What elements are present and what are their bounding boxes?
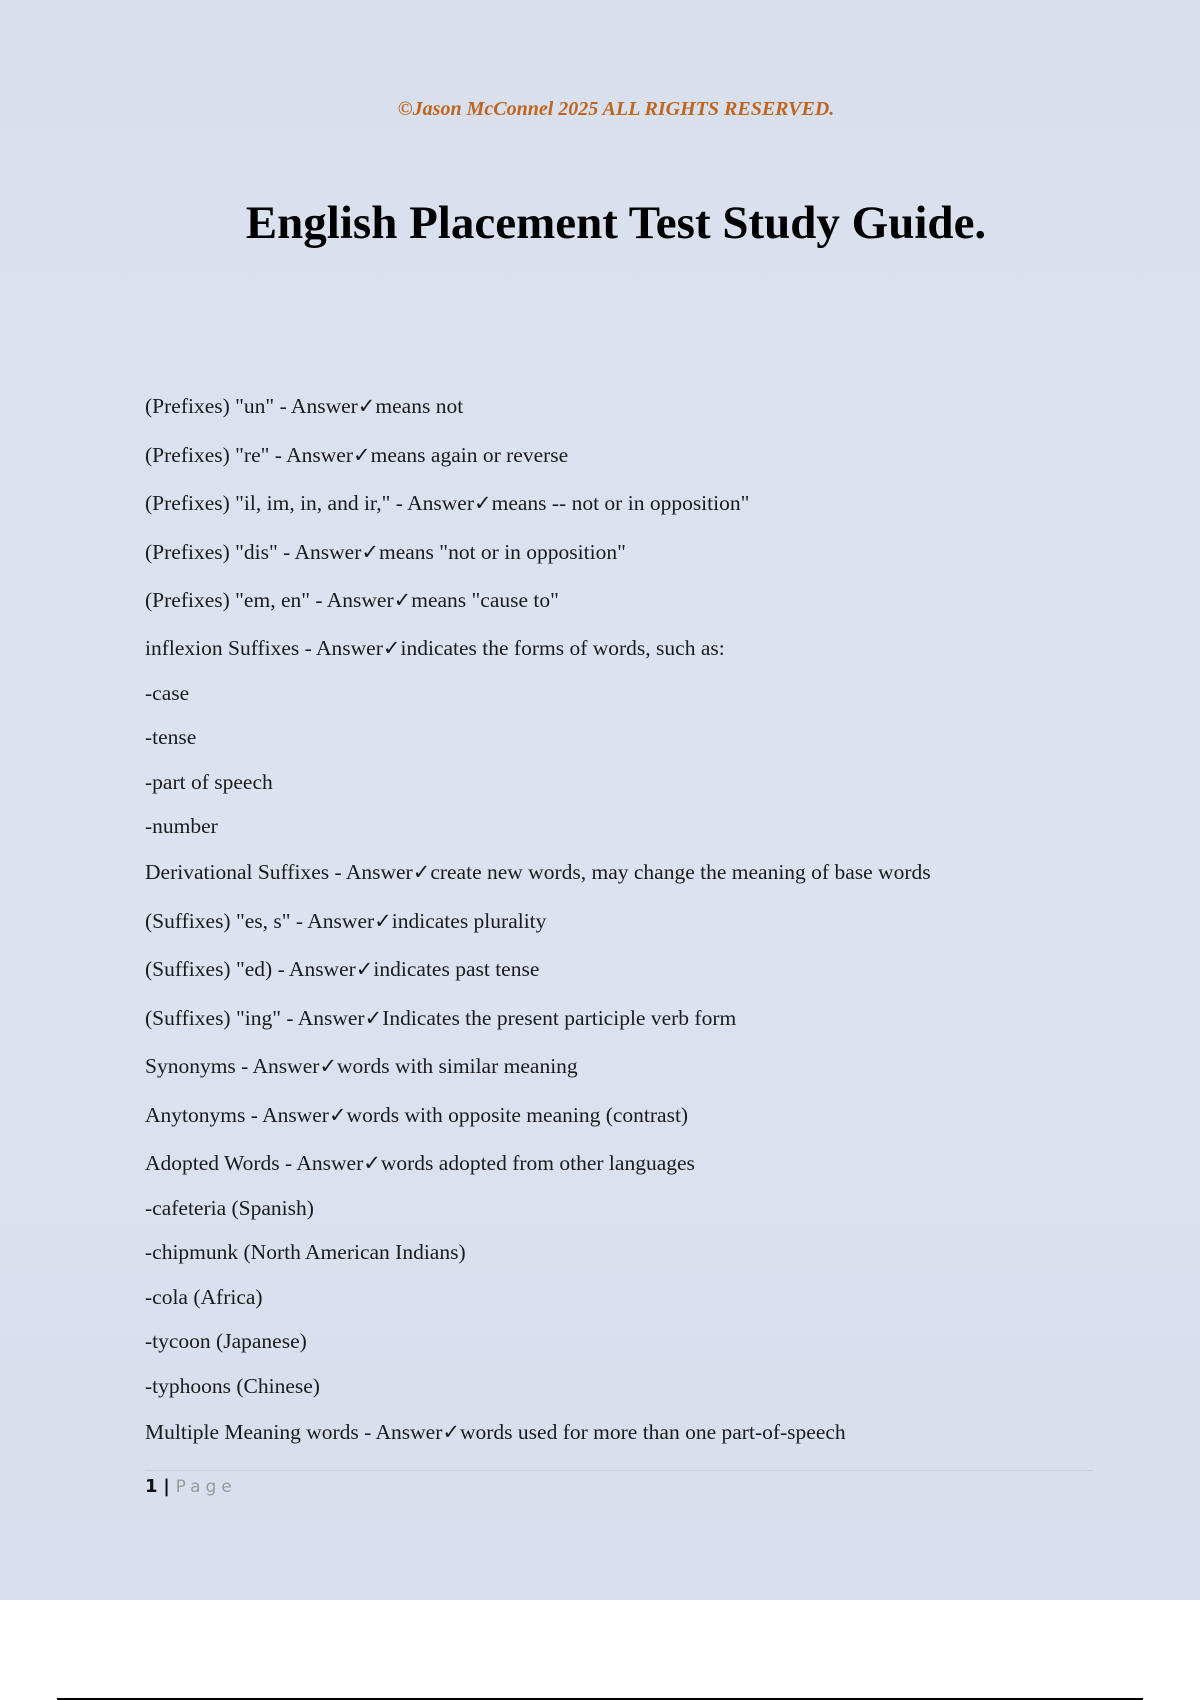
page-number: 1 [145, 1476, 158, 1497]
check-icon: ✓ [357, 394, 376, 418]
check-icon: ✓ [382, 636, 401, 660]
study-line: -number [145, 814, 218, 838]
study-line: (Suffixes) "es, s" - Answer✓indicates plurality [145, 909, 547, 933]
study-line: (Prefixes) "il, im, in, and ir," - Answer✓means -- not or in opposition" [145, 491, 750, 515]
check-icon: ✓ [473, 491, 492, 515]
study-line: Synonyms - Answer✓words with similar meaning [145, 1054, 578, 1078]
study-line: -cola (Africa) [145, 1285, 263, 1309]
study-line: Anytonyms - Answer✓words with opposite meaning (contrast) [145, 1103, 689, 1127]
study-line: (Suffixes) "ed) - Answer✓indicates past tense [145, 957, 540, 981]
study-line: -tense [145, 725, 197, 749]
study-line: (Suffixes) "ing" - Answer✓Indicates the present participle verb form [145, 1006, 737, 1030]
study-line: Derivational Suffixes - Answer✓create new words, may change the meaning of base words [145, 860, 931, 884]
study-line: inflexion Suffixes - Answer✓indicates the forms of words, such as: [145, 636, 725, 660]
check-icon: ✓ [363, 1151, 381, 1175]
page-separator: | [163, 1476, 170, 1497]
study-line: -case [145, 681, 190, 705]
study-line: -chipmunk (North American Indians) [145, 1240, 466, 1264]
check-icon: ✓ [353, 443, 371, 467]
page-title: English Placement Test Study Guide. [245, 197, 987, 249]
page-number-footer [145, 1476, 237, 1497]
check-icon: ✓ [442, 1420, 460, 1444]
footer-divider [145, 1470, 1093, 1471]
study-line: -part of speech [145, 770, 273, 794]
study-line: (Prefixes) "re" - Answer✓means again or reverse [145, 443, 569, 467]
study-line: -cafeteria (Spanish) [145, 1196, 314, 1220]
check-icon: ✓ [412, 860, 431, 884]
check-icon: ✓ [355, 957, 374, 981]
study-line: (Prefixes) "dis" - Answer✓means "not or in opposition" [145, 540, 626, 564]
study-line: Adopted Words - Answer✓words adopted from other languages [145, 1151, 695, 1175]
check-icon: ✓ [364, 1006, 383, 1030]
check-icon: ✓ [374, 909, 392, 933]
study-line: (Prefixes) "un" - Answer✓means not [145, 394, 464, 418]
study-line: -typhoons (Chinese) [145, 1374, 320, 1398]
check-icon: ✓ [361, 540, 379, 564]
study-line: Multiple Meaning words - Answer✓words used for more than one part-of-speech [145, 1420, 846, 1444]
check-icon: ✓ [319, 1054, 338, 1078]
copyright-notice: ©Jason McConnel 2025 ALL RIGHTS RESERVED. [397, 98, 835, 120]
study-line: -tycoon (Japanese) [145, 1329, 307, 1353]
check-icon: ✓ [393, 588, 412, 612]
check-icon: ✓ [328, 1103, 347, 1127]
study-line: (Prefixes) "em, en" - Answer✓means "cause to" [145, 588, 559, 612]
page-word: Page [175, 1477, 237, 1497]
